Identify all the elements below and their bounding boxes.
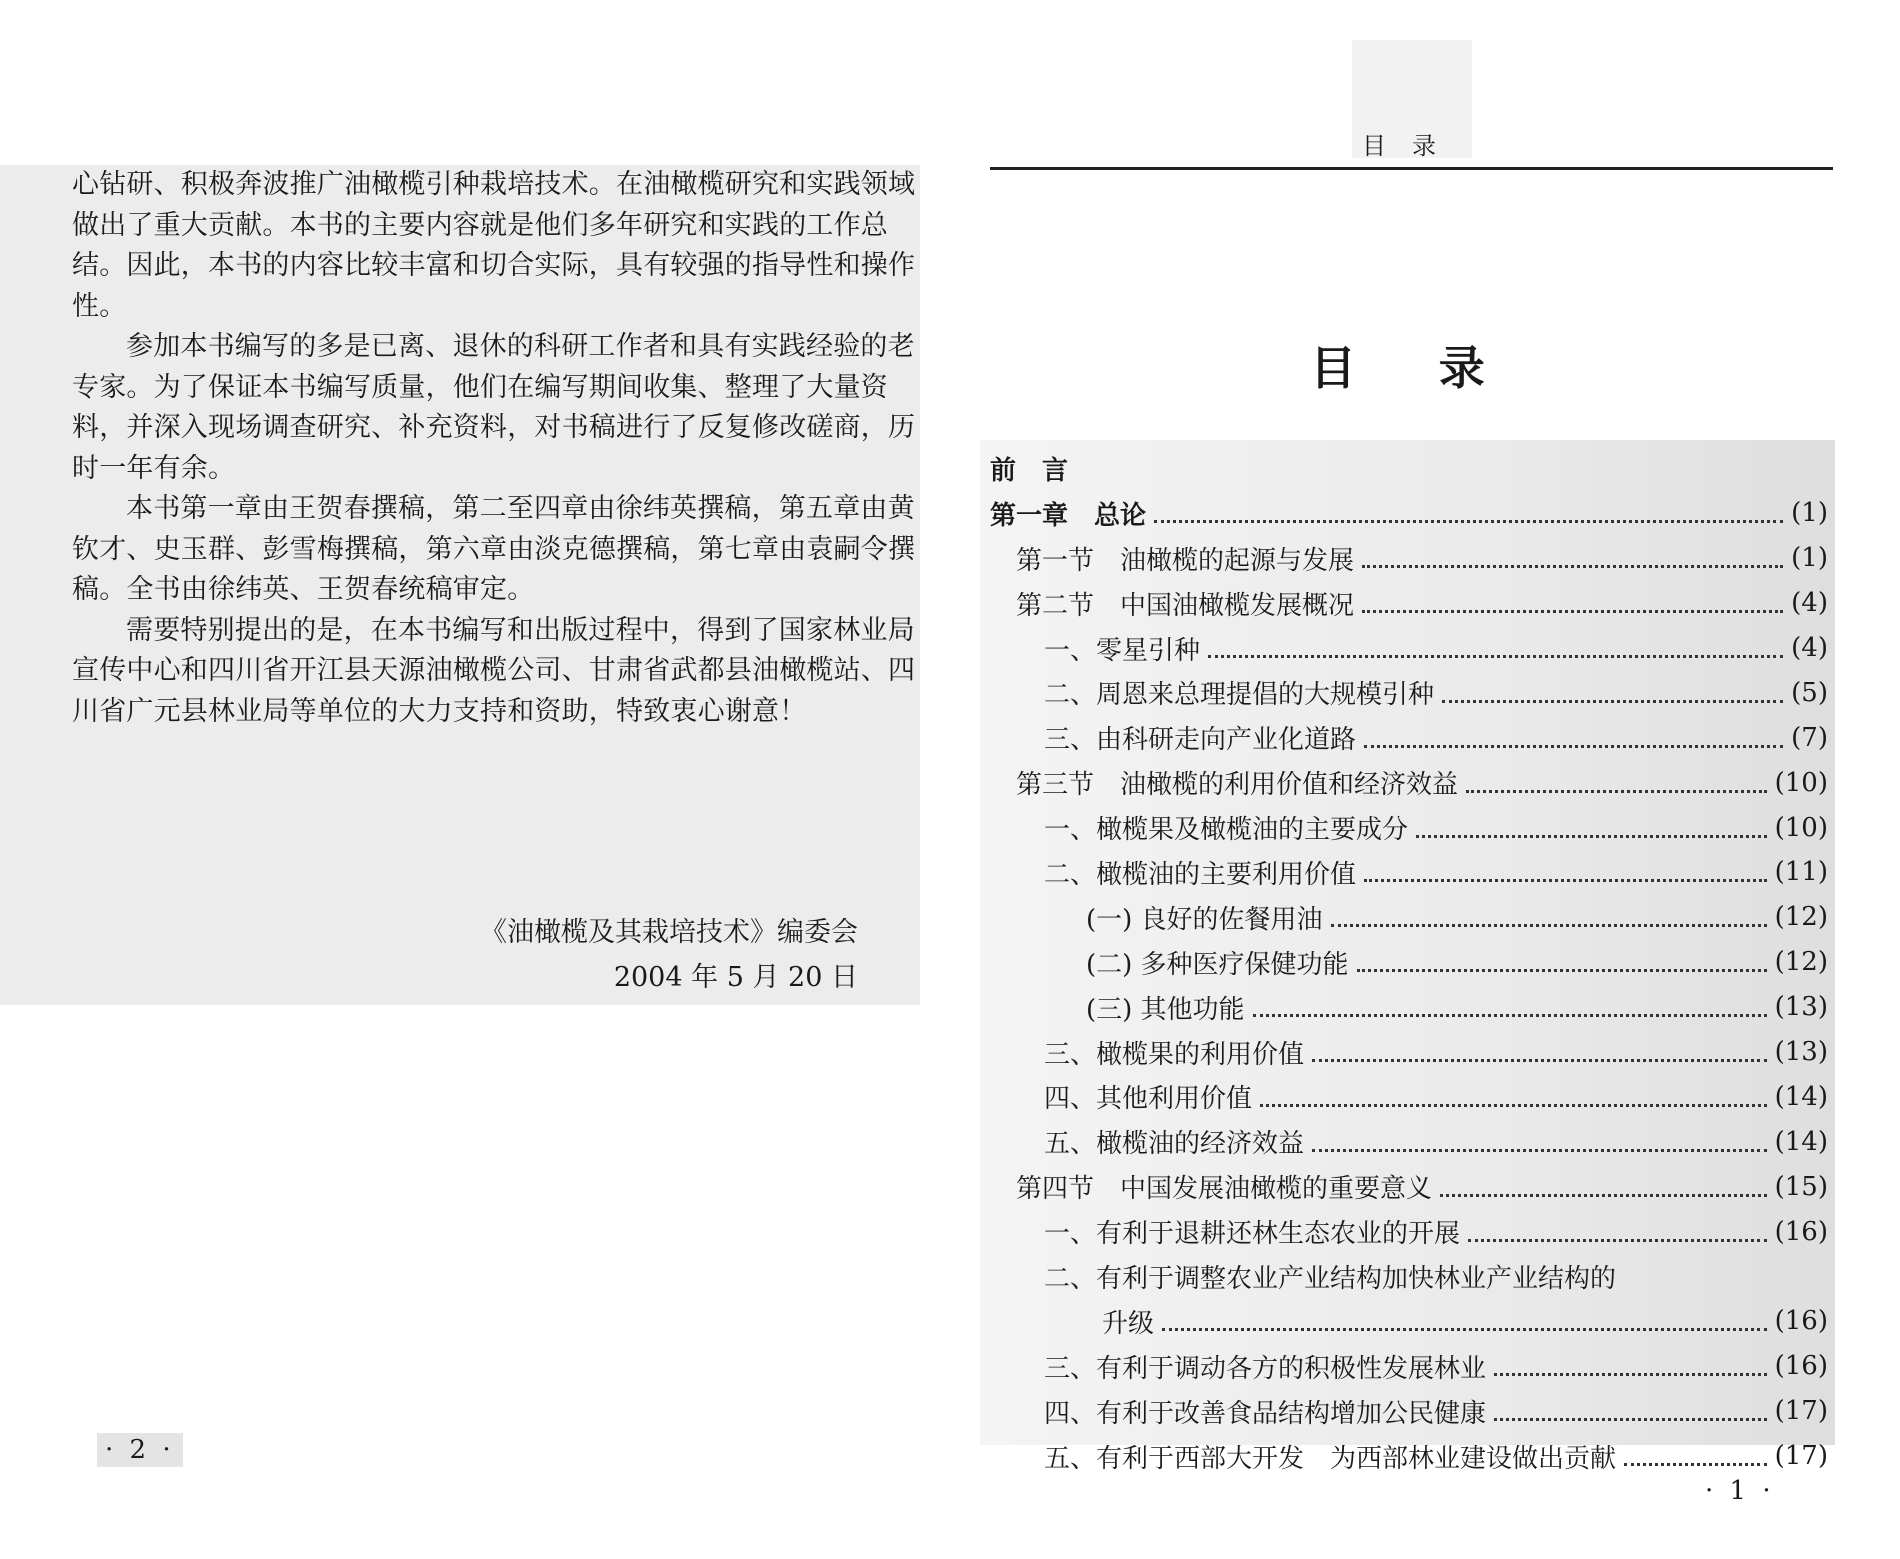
left-page-number: · 2 ·	[97, 1433, 183, 1467]
dot-leader	[1624, 1462, 1767, 1466]
toc-entry[interactable]	[990, 670, 1828, 715]
toc-entry[interactable]	[990, 940, 1828, 985]
toc-entry-label: 四、其他利用价值	[1044, 1084, 1253, 1115]
toc-entry[interactable]	[990, 1389, 1828, 1434]
toc-entry[interactable]	[990, 1254, 1828, 1299]
toc-entry[interactable]	[990, 1030, 1828, 1075]
toc-entry-page: (4)	[1791, 588, 1828, 619]
toc-entry-label: 五、有利于西部大开发 为西部林业建设做出贡献	[1044, 1443, 1617, 1474]
toc-entry[interactable]	[990, 491, 1828, 536]
toc-entry-label: 二、周恩来总理提倡的大规模引种	[1044, 680, 1435, 711]
dot-leader	[1208, 654, 1783, 658]
toc-entry[interactable]	[990, 715, 1828, 760]
toc-entry-label: 第一节 油橄榄的起源与发展	[1016, 545, 1355, 576]
toc-entry-label: 第三节 油橄榄的利用价值和经济效益	[1016, 770, 1459, 801]
toc-entry[interactable]	[990, 1119, 1828, 1164]
toc-entry[interactable]	[990, 1299, 1828, 1344]
toc-entry-page: (12)	[1774, 902, 1828, 933]
dot-leader	[1468, 1238, 1767, 1242]
table-of-contents	[990, 446, 1828, 1478]
toc-entry[interactable]	[990, 760, 1828, 805]
dot-leader	[1331, 923, 1767, 927]
dot-leader	[1260, 1103, 1767, 1107]
dot-leader	[1440, 1193, 1767, 1197]
preface-text	[72, 165, 917, 732]
dot-leader	[1154, 519, 1783, 523]
preface-paragraph-2: 参加本书编写的多是已离、退休的科研工作者和具有实践经验的老专家。为了保证本书编写质量，他们在编写期间收集、整理了大量资料，并深入现场调查研究、补充资料，对书稿进行了反复修改磋商，历时一年有余。	[72, 331, 916, 484]
toc-entry[interactable]	[990, 1434, 1828, 1479]
dot-leader	[1253, 1013, 1767, 1017]
toc-entry[interactable]	[990, 446, 1828, 491]
toc-entry-page: (16)	[1774, 1351, 1828, 1382]
header-rule	[990, 167, 1833, 170]
toc-entry[interactable]	[990, 805, 1828, 850]
toc-entry[interactable]	[990, 581, 1828, 626]
toc-entry-label: (三) 其他功能	[1086, 994, 1245, 1025]
toc-entry-label: 五、橄榄油的经济效益	[1044, 1129, 1305, 1160]
toc-entry-label: 升级	[1102, 1308, 1155, 1339]
toc-entry[interactable]	[990, 850, 1828, 895]
toc-entry[interactable]	[990, 1074, 1828, 1119]
toc-entry-page: (5)	[1791, 677, 1828, 708]
toc-entry[interactable]	[990, 985, 1828, 1030]
toc-entry-page: (1)	[1791, 543, 1828, 574]
toc-entry[interactable]	[990, 626, 1828, 671]
toc-entry-label: 二、橄榄油的主要利用价值	[1044, 859, 1357, 890]
preface-paragraph-3: 本书第一章由王贺春撰稿，第二至四章由徐纬英撰稿，第五章由黄钦才、史玉群、彭雪梅撰稿，第六章由淡克德撰稿，第七章由袁嗣令撰稿。全书由徐纬英、王贺春统稿审定。	[72, 493, 916, 605]
dot-leader	[1416, 834, 1767, 838]
dot-leader	[1362, 609, 1783, 613]
left-page	[0, 165, 920, 1005]
toc-entry-label: (二) 多种医疗保健功能	[1086, 949, 1349, 980]
editorial-committee-signoff: 《油橄榄及其栽培技术》编委会	[480, 917, 858, 948]
toc-entry-label: 第一章 总论	[990, 500, 1147, 531]
toc-entry[interactable]	[990, 1209, 1828, 1254]
toc-entry-page: (12)	[1774, 947, 1828, 978]
toc-entry-page: (7)	[1791, 722, 1828, 753]
toc-entry-label: 四、有利于改善食品结构增加公民健康	[1044, 1398, 1487, 1429]
toc-entry-page: (16)	[1774, 1216, 1828, 1247]
toc-entry-page: (13)	[1774, 1037, 1828, 1068]
dot-leader	[1357, 968, 1767, 972]
dot-leader	[1494, 1372, 1767, 1376]
preface-paragraph-4: 需要特别提出的是，在本书编写和出版过程中，得到了国家林业局宣传中心和四川省开江县天源油橄榄公司、甘肃省武都县油橄榄站、四川省广元县林业局等单位的大力支持和资助，特致衷心谢意！	[72, 614, 916, 727]
toc-entry-page: (17)	[1774, 1396, 1828, 1427]
toc-entry-page: (4)	[1791, 633, 1828, 663]
toc-entry-page: (1)	[1791, 498, 1828, 529]
toc-entry[interactable]	[990, 895, 1828, 940]
toc-entry-page: (11)	[1774, 857, 1828, 888]
toc-entry-label: 第四节 中国发展油橄榄的重要意义	[1016, 1174, 1433, 1205]
toc-entry-page: (15)	[1774, 1171, 1828, 1202]
toc-entry-label: 三、有利于调动各方的积极性发展林业	[1044, 1353, 1487, 1384]
toc-entry-page: (10)	[1774, 767, 1828, 798]
dot-leader	[1442, 699, 1783, 703]
toc-entry-label: 三、橄榄果的利用价值	[1044, 1039, 1305, 1070]
dot-leader	[1162, 1327, 1767, 1331]
signoff-date: 2004 年 5 月 20 日	[613, 962, 858, 993]
toc-entry-page: (14)	[1774, 1081, 1828, 1112]
toc-entry-label: 三、由科研走向产业化道路	[1044, 725, 1357, 756]
toc-entry-label: 一、零星引种	[1044, 635, 1201, 666]
dot-leader	[1362, 564, 1783, 568]
toc-entry-label: (一) 良好的佐餐用油	[1086, 904, 1323, 935]
dot-leader	[1364, 878, 1767, 882]
dot-leader	[1494, 1417, 1767, 1421]
toc-entry-label: 一、有利于退耕还林生态农业的开展	[1044, 1219, 1461, 1250]
toc-entry-page: (14)	[1774, 1126, 1828, 1157]
toc-title: 目录	[1310, 341, 1568, 395]
dot-leader	[1312, 1058, 1767, 1062]
dot-leader	[1312, 1148, 1767, 1152]
toc-entry-label: 第二节 中国油橄榄发展概况	[1016, 590, 1355, 621]
right-page-number: · 1 ·	[1705, 1476, 1775, 1506]
toc-entry[interactable]	[990, 1164, 1828, 1209]
toc-entry-page: (10)	[1774, 812, 1828, 843]
toc-entry-page: (17)	[1774, 1441, 1828, 1472]
toc-entry-page: (13)	[1774, 992, 1828, 1023]
toc-entry-label: 二、有利于调整农业产业结构加快林业产业结构的	[1044, 1263, 1617, 1294]
toc-entry[interactable]	[990, 1344, 1828, 1389]
running-head: 目录	[1362, 132, 1462, 160]
toc-entry[interactable]	[990, 536, 1828, 581]
toc-entry-label: 前 言	[990, 455, 1069, 486]
dot-leader	[1364, 744, 1783, 748]
toc-entry-page: (16)	[1774, 1306, 1828, 1337]
dot-leader	[1466, 789, 1767, 793]
preface-paragraph-1: 心钻研、积极奔波推广油橄榄引种栽培技术。在油橄榄研究和实践领域做出了重大贡献。本书的主要内容就是他们多年研究和实践的工作总结。因此，本书的内容比较丰富和切合实际，具有较强的指导性和操作性。	[72, 169, 916, 322]
toc-entry-label: 一、橄榄果及橄榄油的主要成分	[1044, 815, 1409, 846]
